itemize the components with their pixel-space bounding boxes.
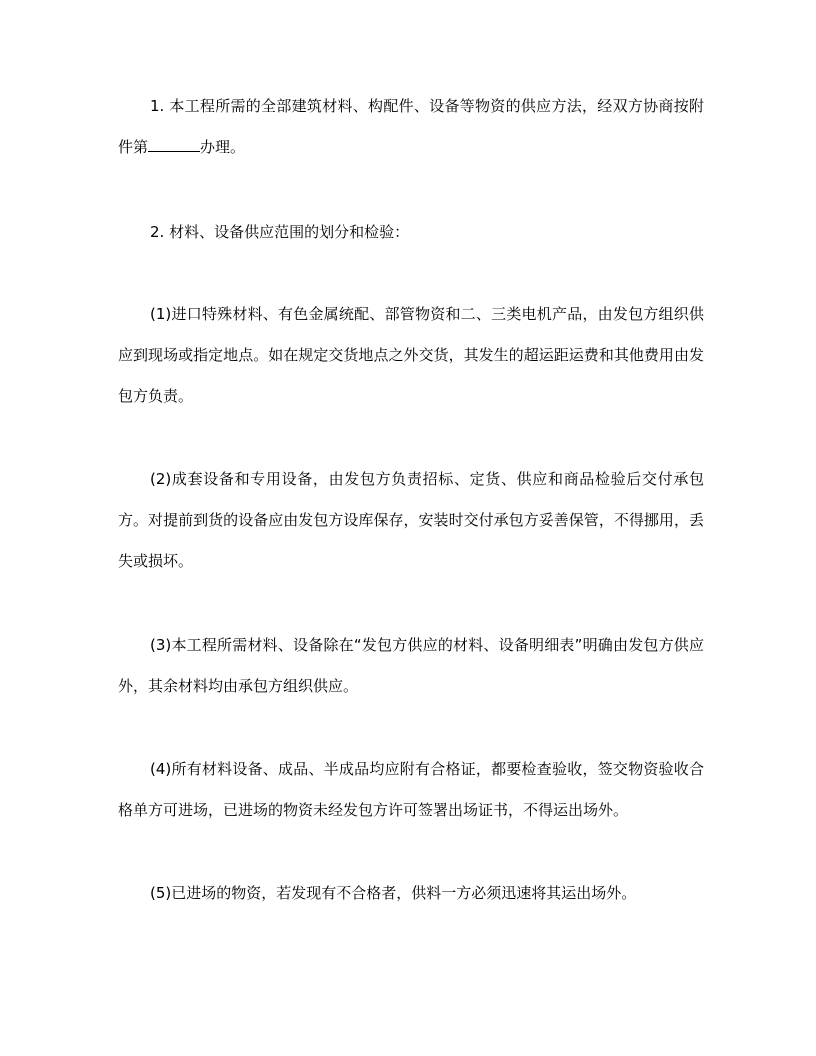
paragraph-item-2: (2)成套设备和专用设备，由发包方负责招标、定货、供应和商品检验后交付承包方。对提前到货的设备应由发包方设库保存，安装时交付承包方妥善保管，不得挪用，丢失或损坏。 (118, 470, 704, 570)
paragraph-item-1: (1)进口特殊材料、有色金属统配、部管物资和二、三类电机产品，由发包方组织供应到现场或指定地点。如在规定交货地点之外交货，其发生的超运距运费和其他费用由发包方负责。 (118, 305, 704, 405)
paragraph-scope-heading: 2. 材料、设备供应范围的划分和检验： (150, 223, 410, 241)
paragraph-supply-method (118, 86, 704, 168)
paragraph-text: 办理。 (200, 138, 246, 156)
paragraph-item-4: (4)所有材料设备、成品、半成品均应附有合格证，都要检查验收，签交物资验收合格单方可进场，已进场的物资未经发包方许可签署出场证书，不得运出场外。 (118, 760, 704, 819)
fill-in-blank (148, 137, 200, 152)
paragraph-item-3: (3)本工程所需材料、设备除在“发包方供应的材料、设备明细表”明确由发包方供应外，其余材料均由承包方组织供应。 (118, 636, 704, 695)
paragraph-text: 1. 本工程所需的全部建筑材料、构配件、设备等物资的供应方法，经双方协商按附件第 (118, 97, 704, 156)
paragraph-item-5: (5)已进场的物资，若发现有不合格者，供料一方必须迅速将其运出场外。 (150, 884, 637, 902)
